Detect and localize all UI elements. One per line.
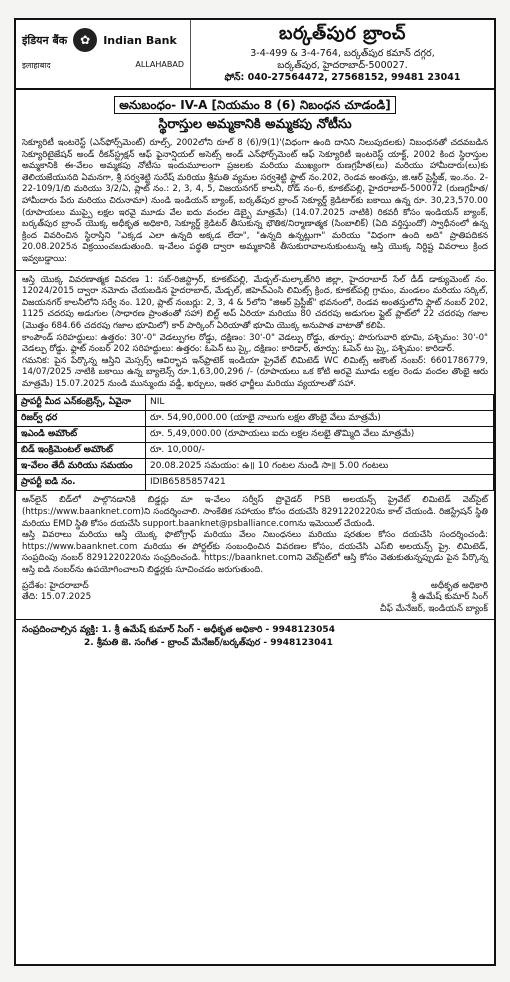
bank-logo-block: [16, 20, 191, 88]
row-label: రిజర్వ్ ధర: [17, 411, 146, 427]
officer-name: శ్రీ ఉమేష్ కుమార్ సింగ్: [411, 592, 488, 603]
officer-role: చీఫ్ మేనేజర్, ఇండియన్ బ్యాంక్: [379, 603, 488, 614]
row-label: బిడ్ ఇంక్రిమెంటల్ అమౌంట్: [17, 443, 146, 459]
table-row: [17, 395, 494, 411]
row-label: ప్రాపర్టీ ఐడి నం.: [17, 475, 146, 491]
intro-paragraph: సెక్యూరిటీ ఇంటరెస్ట్ (ఎన్‌ఫోర్స్‌మెంట్) రూల్స్, 2002లోని రూల్ 8 (6)/9(1)'(విధంగా ఉంది దానిని నిలుపుదలకు) నిబంధనతో చదవబడిన సెక్యూరిటైజేషన్ అండ్ రీకన్‌స్ట్రక్షన్ ఆఫ్ ఫైనాన్షియల్ అసెట్స్ అండ్ ఎన్‌ఫోర్స్‌మెంట్ ఆఫ్ సెక్యూరిటీ ఇంటరెస్ట్ యాక్ట్, 2002 కింద స్థిరాస్తుల అమ్మకానికి ఈ-వేలం అమ్మకపు నోటీసు ఇందుమూలంగా ప్రజలకు మరియు ముఖ్యంగా రుణగ్రహీత(లు) మరియు హామీదారు(లు)కు తెలియజేయునది ఏమనగా, శ్రీ సర్వశెట్టి సురేష్ మరియు శ్రీమతి వ్యమల సర్వశెట్టి ఫ్లాట్ నం.202, రెండవ అంతస్తు, జి.ఆర్ ప్రెస్టీజ్, ఇం.నం. 2-22-109/1/బి మరియు 3/2/ఏ, ప్లాట్ నం.: 2, 3, 4, 5, విజయనగర్ కాలనీ, రోడ్ నం-6, కూకట్‌పల్లి, హైదరాబాద్-500072 (రుణగ్రహీత/హామీదారు పేరు మరియు చిరునామా) నుండి ఇండియన్ బ్యాంక్, బర్కత్‌పుర బ్రాంచ్ సెక్యూర్డ్ క్రెడిటార్‌కు బకాయి ఉన్న రూ. 30,23,570.00 (రూపాయలు ముప్పై లక్షల ఇరవై మూడు వేల ఐదు వందల డెబ్బై మాత్రమే) (14.07.2025 నాటికి) రికవరీ కోసం ఇండియన్ బ్యాంక్, బర్కత్‌పుర బ్రాంచ్ యొక్క అధీకృత అధికారి, సెక్యూర్డ్ క్రెడిటర్ తీసుకున్న భౌతిక/నిర్మాణాత్మక (సింబాలిక్) (ఏది వర్తిస్తుందో) స్వాధీనంలో ఉన్న క్రింద వివరించిన స్థిరాస్తిని "ఎక్కడ ఎలా ఉన్నది అక్కడ లేదా", "ఉన్నది ఉన్నట్లుగా" మరియు "విధంగా ఉంది అది" ప్రాతిపదికన 20.08.2025న విక్రయించబడుతుంది. ఇ-వేలం పద్ధతి ద్వారా అమ్మకానికి తీసుకురావాలనుకుంటున్న ఆస్తి యొక్క నిర్దిష్ట వివరాలు క్రింద ఇవ్వబడ్డాయి:: [22, 138, 488, 264]
logo-sub-right: ALLAHABAD: [135, 60, 184, 69]
row-value: NIL: [146, 395, 494, 411]
signature-block: [22, 581, 488, 616]
contact-line2: 2. శ్రీమతి జె. సంగీత - బ్రాంచ్ మేనేజర్/బర్కత్‌పుర - 9948123041: [84, 638, 333, 649]
contact-line1: సంప్రదించాల్సిన వ్యక్తి: 1. శ్రీ ఉమేష్ కుమార్ సింగ్ - అధీకృత అధికారి - 9948123054: [22, 625, 335, 636]
row-value: IDIB6585857421: [146, 475, 494, 491]
bidding-instructions: ఆన్‌లైన్ బిడ్‌లో పాల్గొనడానికి బిడ్డర్లు మా ఇ-వేలం సర్వీస్ ప్రొవైడర్ PSB అలయన్స్ ప్రైవేట్ లిమిటెడ్ వెబ్‌సైట్ (https://www.baanknet.com)ని సందర్శించాలి. సాంకేతిక సహాయం కోసం దయచేసి 8291220220ను కాల్ చేయండి. రిజిస్ట్రేషన్ స్థితి మరియు EMD స్థితి కోసం దయచేసి support.baanknet@psballiance.comను ఇమెయిల్ చేయండి.: [22, 495, 488, 529]
row-label: ప్రాపర్టీ మీద ఎన్‌కంబ్రెన్స్, ఏవైనా: [17, 395, 146, 411]
indian-bank-logo-icon: ✿: [73, 28, 97, 52]
table-row: [17, 411, 494, 427]
logo-sub-left: इलाहाबाद: [22, 61, 51, 70]
header: [16, 20, 494, 90]
place: ప్రదేశం: హైదరాబాద్: [22, 580, 89, 591]
row-value: రూ. 54,90,000.00 (యాభై నాలుగు లక్షల తొంభై వేలు మాత్రమే): [146, 411, 494, 427]
annexure-title: అనుబంధం- IV-A [నియమం 8 (6) నిబంధన చూడండి]: [114, 96, 396, 114]
property-boundaries: కాంపౌండ్ సరిహద్దులు: ఉత్తరం: 30'-0" వెడల్పుగల రోడ్డు, దక్షిణం: 30'-0" వెడల్పు రోడ్డు, తూర్పు: పొరుగువారి భూమి, పశ్చిమం: 30'-0" వెడల్పు రోడ్డు. ఫ్లాట్ నంబర్ 202 సరిహద్దులు: ఉత్తరం: ఓపెన్ టు స్కై, దక్షిణం: కారిడార్, తూర్పు: ఓపెన్ టు స్కై, పశ్చిమం: కారిడార్.: [22, 332, 488, 355]
row-label: ఇఎండి అమౌంట్: [17, 427, 146, 443]
date: తేది: 15.07.2025: [22, 592, 92, 603]
branch-name: బర్కత్‌పుర బ్రాంచ్: [279, 23, 406, 44]
branch-block: [191, 20, 494, 88]
row-label: ఇ-వేలం తేదీ మరియు సమయం: [17, 459, 146, 475]
contact-block: [16, 620, 494, 654]
address-line1: 3-4-499 & 3-4-764, బర్కత్‌పుర కమాన్ దగ్గర,: [250, 48, 435, 59]
table-row: [17, 427, 494, 443]
branch-phone: ఫోన్: 040-27564472, 27568152, 99481 23041: [224, 72, 461, 83]
row-value: రూ. 10,000/-: [146, 443, 494, 459]
row-value: 20.08.2025 సమయం: ఉ॥ 10 గంటల నుండి సా॥ 5.00 గంటలు: [146, 459, 494, 475]
logo-english: Indian Bank: [103, 33, 177, 47]
property-info-instructions: ఆస్తి వివరాలు మరియు ఆస్తి యొక్క ఫొటోగ్రాఫ్ మరియు వేలం నిబంధనలు మరియు షరతుల కోసం దయచేసి సందర్శించండి: https://www.baanknet.com మరియు ఈ పోర్టల్‌కు సంబంధించిన వివరణల కోసం, దయచేసి ఎస్‌బి అలయన్స్ ప్రై. లిమిటెడ్, సంప్రదింపు నంబర్ 8291220220ను సంప్రదించండి. https://baanknet.comని వెబ్‌సైట్‌లో ఆస్తి కోసం వెతుకుతున్నప్పుడు పైన పేర్కొన్న ఆస్తి ఐడి నంబర్‌ను ఉపయోగించాలని బిడ్డర్లకు సూచించడం జరుగుతుంది.: [22, 530, 488, 576]
table-row: [17, 475, 494, 491]
row-value: రూ. 5,49,000.00 (రూపాయలు ఐదు లక్షల నలభై తొమ్మిది వేలు మాత్రమే): [146, 427, 494, 443]
auction-details-table: [16, 394, 494, 491]
table-row: [17, 459, 494, 475]
address-line2: బర్కత్‌పుర, హైదరాబాద్-500027.: [277, 60, 408, 71]
property-note: గమనిక: పైన పేర్కొన్న ఆస్తిని మెస్సర్స్ ఆవిర్భావ ఇన్‌ఫ్రాటెక్ ఇండియా ప్రైవేట్ లిమిటెడ్ WC లిమిట్స్ అకౌంట్ నంబర్: 6601786779, 14/07/2025 నాటికి బకాయి ఉన్న బ్యాలెన్స్ రూ.1,63,00,296 /- (రూపాయలు ఒక కోటి అరవై మూడు లక్షల రెండు వందల తొంభై ఆరు మాత్రమే) 15.07.2025 నుండి మున్ముందు వడ్డీ, ఖర్చులు, ఇతర ఛార్జీలు మరియు వ్యయాలతో సహా.: [22, 355, 488, 389]
officer-title: అధీకృత అధికారి: [430, 580, 488, 591]
notice-title: స్థిరాస్తుల అమ్మకానికి అమ్మకపు నోటీసు: [158, 117, 352, 132]
logo-hindi: इंडियन बैंक: [22, 33, 68, 47]
property-description: ఆస్తి యొక్క వివరణాత్మక వివరణ 1: సబ్-రిజిస్ట్రార్, కూకట్‌పల్లి, మేడ్చల్-మల్కాజ్‌గిరి జిల్లా, హైదరాబాద్ సేల్ డీడ్ డాక్యుమెంట్ నం. 12024/2015 ద్వారా నమోదు చేయబడిన హైదరాబాద్, మేడ్చల్, జిహెచ్‌ఎంసి లిమిట్స్ క్రింద, కూకట్‌పల్లి గ్రామం, మండలం మరియు సర్కిల్, విజయనగర్ కాలనీలోని సర్వే నం. 120, ప్లాట్ నంబర్లు: 2, 3, 4 & 5లోని "జిఆర్ ప్రెస్టీజ్" భవనంలో, రెండవ అంతస్తులోని ఫ్లాట్ నంబర్ 202, 1125 చదరపు అడుగుల (సాధారణ ప్రాంతంతో సహా) బిల్ట్ అప్ ఏరియా మరియు 80 చదరపు అడుగుల ఫ్లైట్ ప్లాట్‌లో 22 చదరపు గజాల (మొత్తం 684.66 చదరపు గజాల భూమిలో) కార్ పార్కింగ్ ఏరియాతో భూమి యొక్క అనుపాత వాటాతో కలిపి.: [22, 274, 488, 331]
table-row: [17, 443, 494, 459]
notice-page: [14, 18, 496, 966]
